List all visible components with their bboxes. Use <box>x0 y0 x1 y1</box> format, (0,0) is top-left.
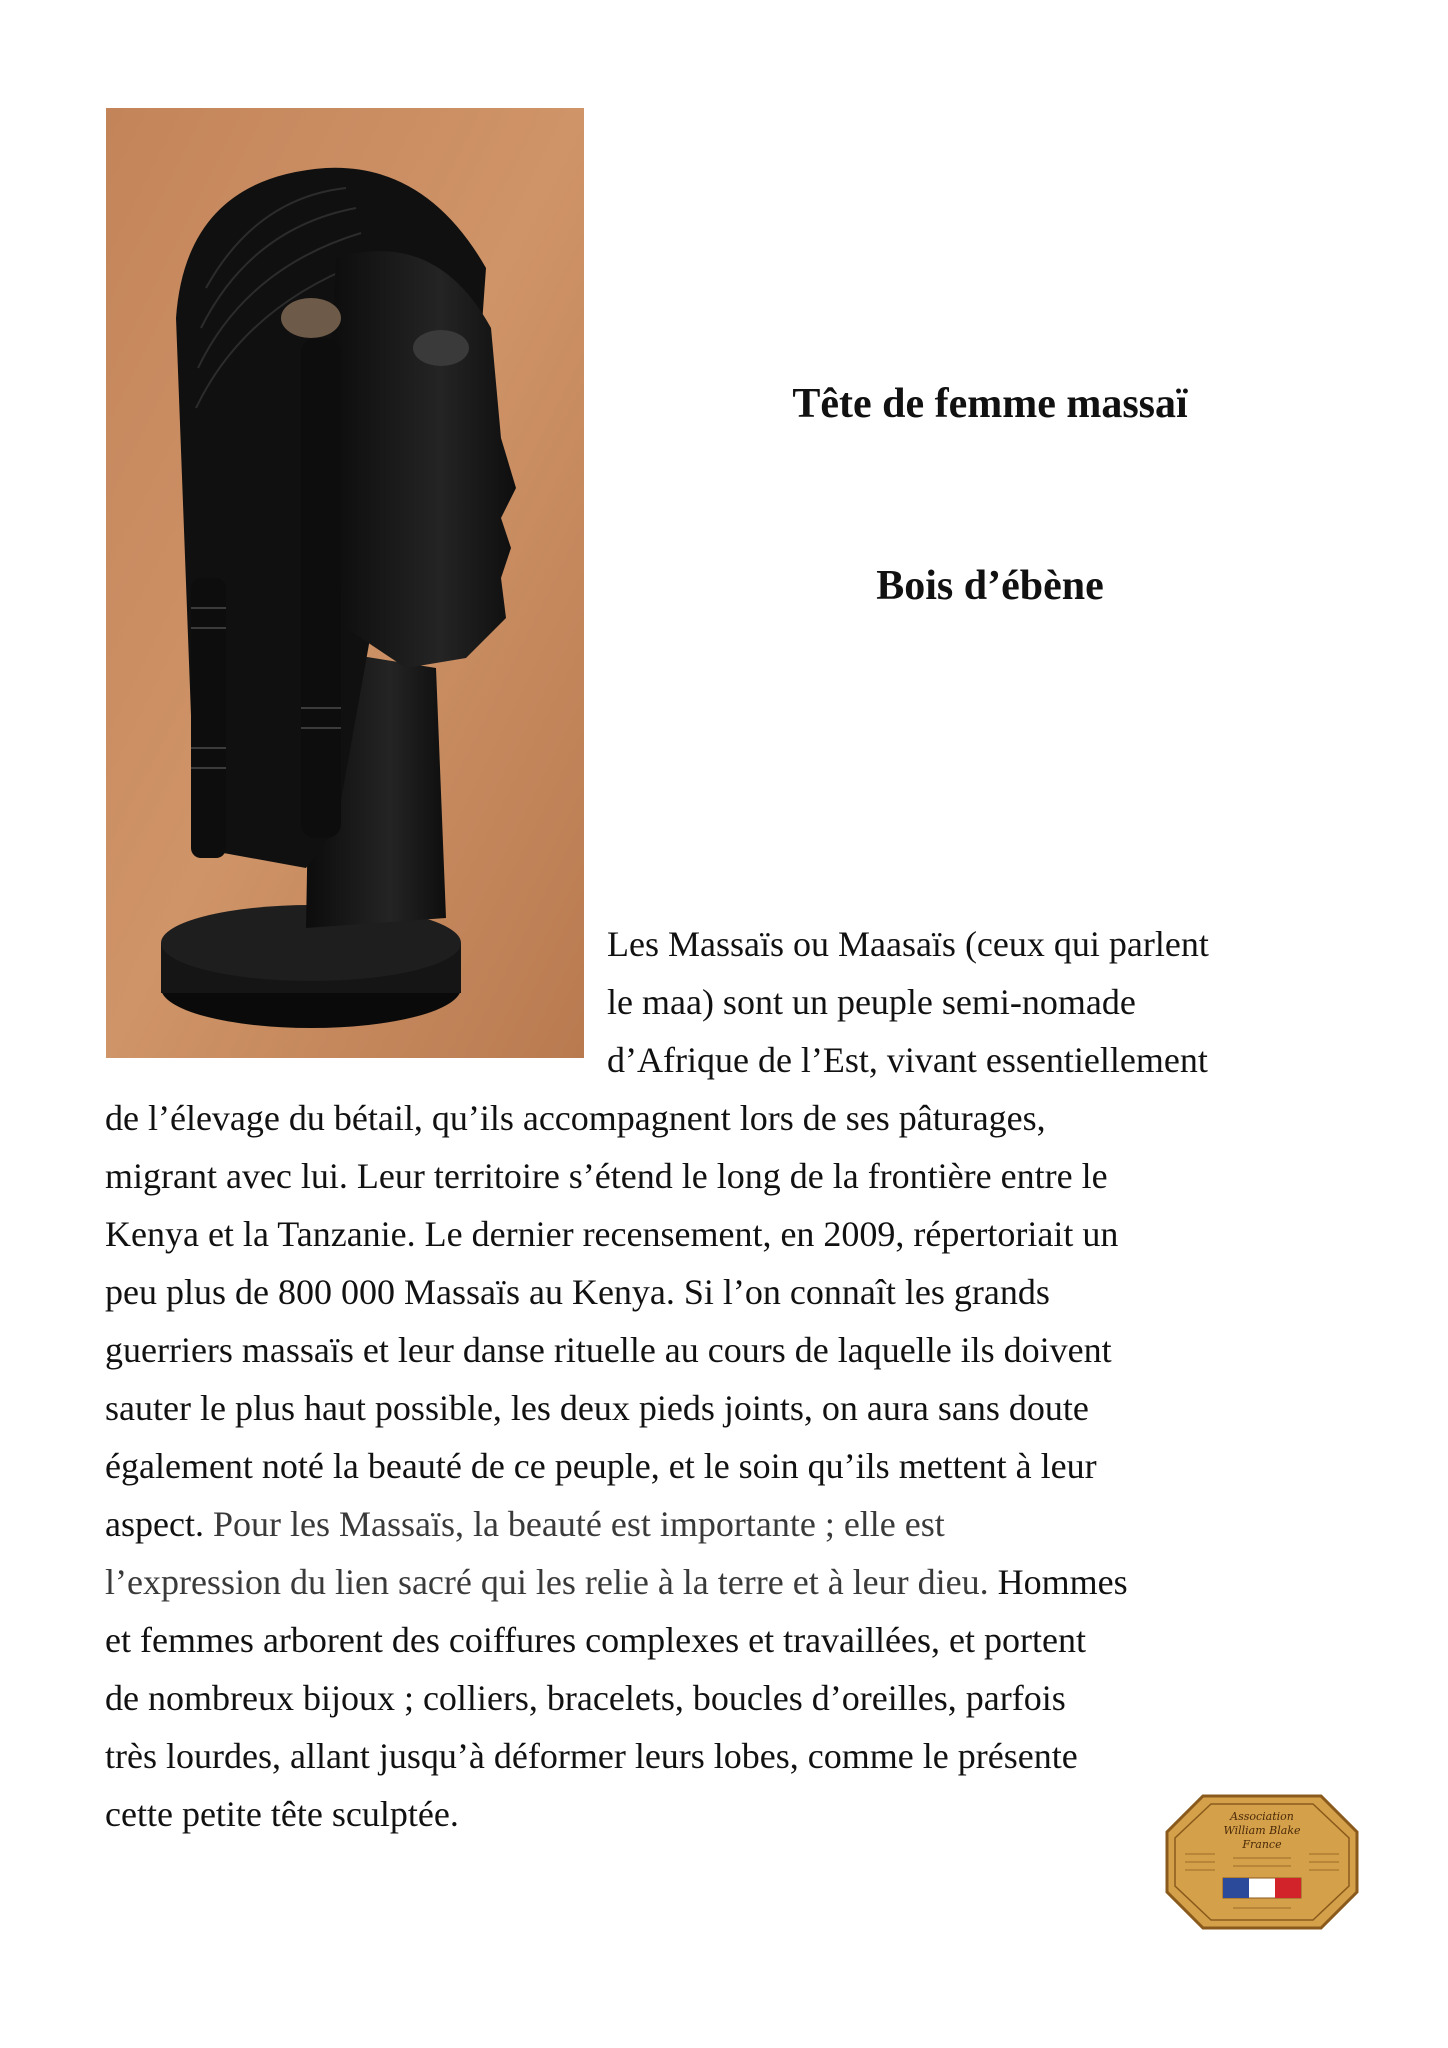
paragraph-line: Kenya et la Tanzanie. Le dernier recensement, en 2009, répertoriait un <box>105 1214 1119 1254</box>
paragraph-line: très lourdes, allant jusqu’à déformer leurs lobes, comme le présente <box>105 1736 1078 1776</box>
paragraph-line <box>105 1495 1365 1553</box>
page-title: Tête de femme massaï <box>792 381 1188 427</box>
paragraph-line <box>105 1553 1365 1611</box>
paragraph-text: aspect. <box>105 1504 213 1544</box>
seal-line2: William Blake <box>1223 1824 1301 1837</box>
paragraph-quote: Pour les Massaïs, la beauté est importante ; elle est <box>212 1504 945 1544</box>
paragraph-quote: l’expression du lien sacré qui les relie à la terre et à leur dieu. <box>105 1562 989 1602</box>
paragraph-line: le maa) sont un peuple semi-nomade <box>607 982 1136 1022</box>
page-subtitle: Bois d’ébène <box>876 563 1104 609</box>
paragraph-line: également noté la beauté de ce peuple, et le soin qu’ils mettent à leur <box>105 1446 1097 1486</box>
seal-line3: France <box>1242 1838 1282 1851</box>
association-seal <box>1163 1792 1361 1932</box>
paragraph-line: et femmes arborent des coiffures complexes et travaillées, et portent <box>105 1620 1086 1660</box>
paragraph-line: sauter le plus haut possible, les deux pieds joints, on aura sans doute <box>105 1388 1089 1428</box>
paragraph-line: de l’élevage du bétail, qu’ils accompagnent lors de ses pâturages, <box>105 1098 1046 1138</box>
paragraph-line: de nombreux bijoux ; colliers, bracelets, boucles d’oreilles, parfois <box>105 1678 1066 1718</box>
paragraph-line: guerriers massaïs et leur danse rituelle au cours de laquelle ils doivent <box>105 1330 1112 1370</box>
paragraph-line: peu plus de 800 000 Massaïs au Kenya. Si l’on connaît les grands <box>105 1272 1050 1312</box>
paragraph-text: Hommes <box>988 1562 1128 1602</box>
seal-line1: Association <box>1230 1810 1294 1823</box>
paragraph-line: Les Massaïs ou Maasaïs (ceux qui parlent <box>607 924 1209 964</box>
association-logo <box>1163 1792 1361 1932</box>
description-paragraph <box>105 915 1365 1843</box>
paragraph-line: cette petite tête sculptée. <box>105 1794 459 1834</box>
paragraph-line: migrant avec lui. Leur territoire s’étend le long de la frontière entre le <box>105 1156 1108 1196</box>
paragraph-line: d’Afrique de l’Est, vivant essentiellement <box>607 1040 1208 1080</box>
